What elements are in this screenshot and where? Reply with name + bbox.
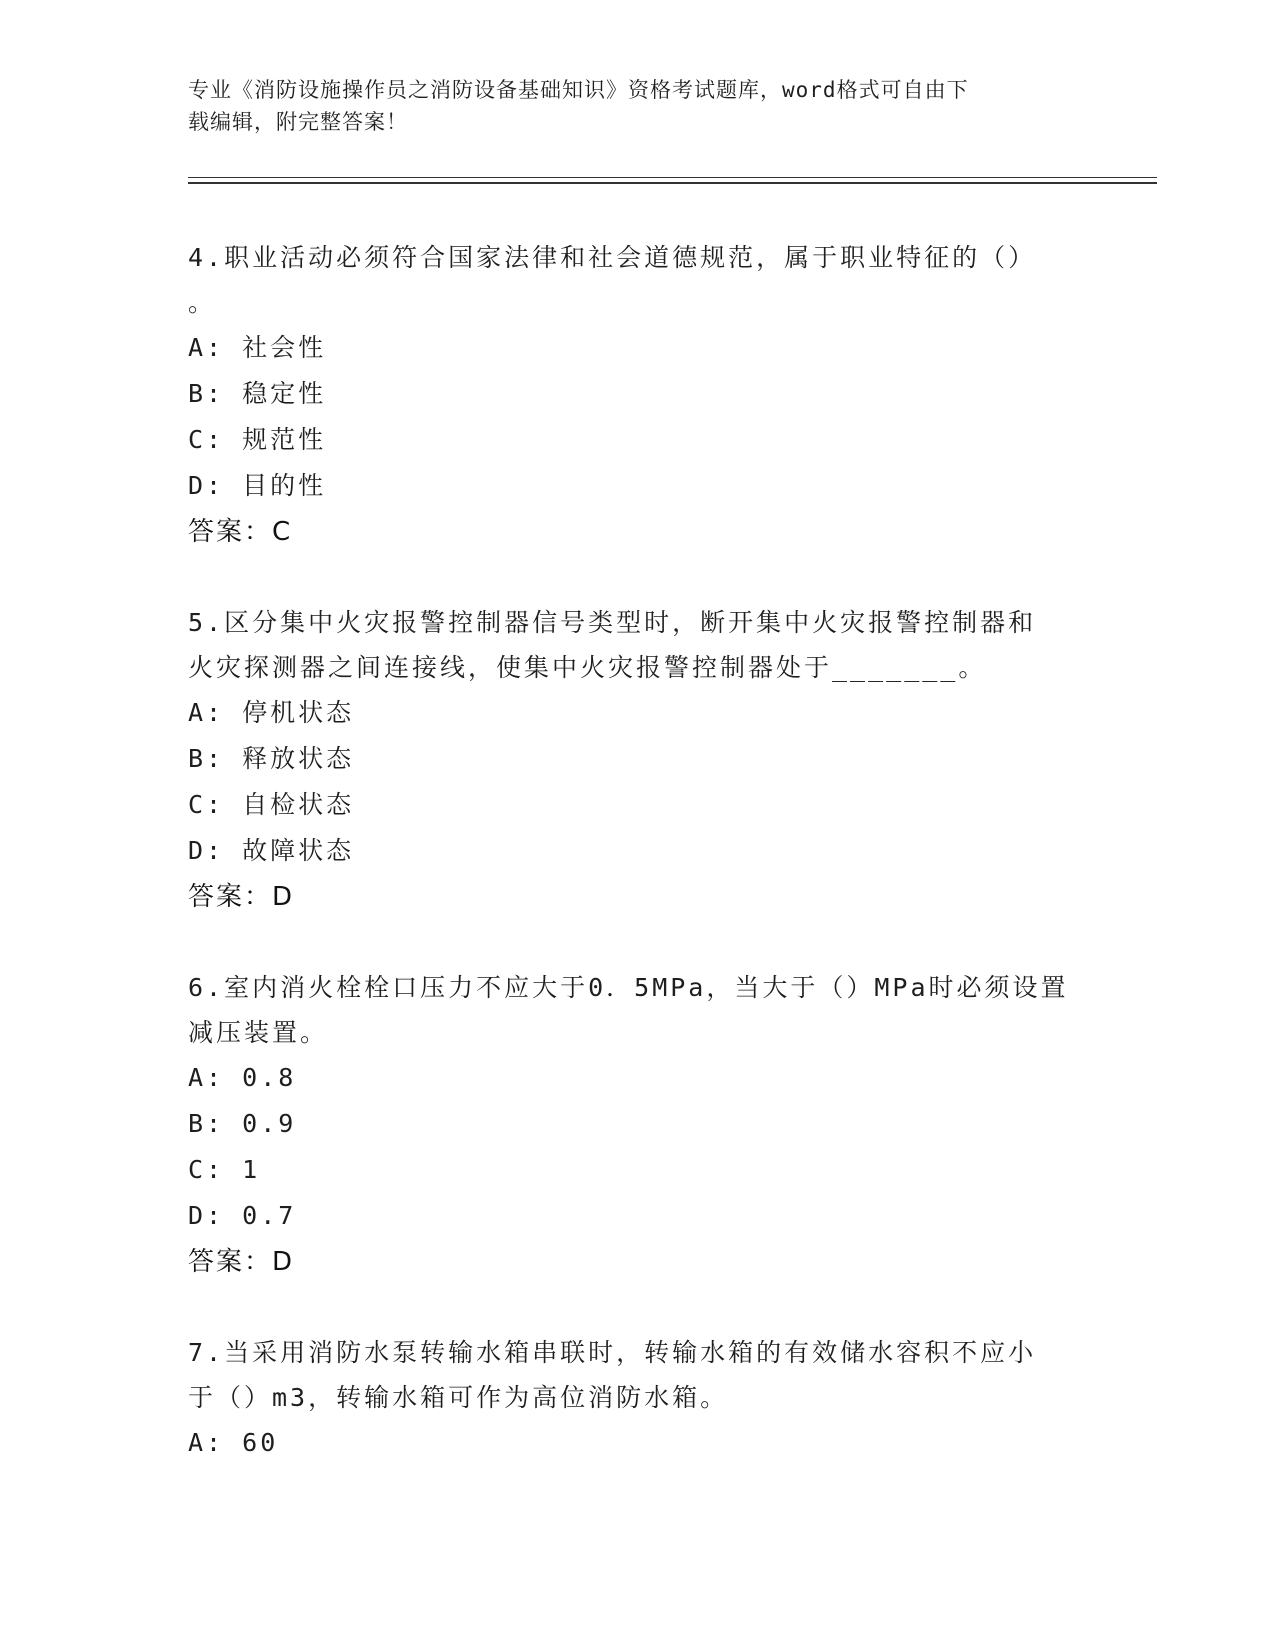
question-stem-line-2: 。 <box>188 288 217 317</box>
question-stem-line-2: 火灾探测器之间连接线，使集中火灾报警控制器处于_______。 <box>188 653 987 682</box>
option-a: A: 停机状态 <box>188 698 355 727</box>
option-c: C: 自检状态 <box>188 790 355 819</box>
document-intro <box>188 74 1068 138</box>
question-stem-line-1: 7.当采用消防水泵转输水箱串联时，转输水箱的有效储水容积不应小 <box>188 1338 1037 1367</box>
option-b: B: 释放状态 <box>188 744 355 773</box>
option-d: D: 故障状态 <box>188 836 355 865</box>
option-b: B: 0.9 <box>188 1109 297 1138</box>
question-stem-line-1: 4.职业活动必须符合国家法律和社会道德规范，属于职业特征的（） <box>188 243 1037 272</box>
option-a: A: 60 <box>188 1428 279 1457</box>
option-c: C: 1 <box>188 1155 261 1184</box>
option-d: D: 目的性 <box>188 471 327 500</box>
question-6 <box>188 965 1088 1285</box>
question-4 <box>188 235 1088 555</box>
question-5 <box>188 600 1088 920</box>
answer-line: 答案：C <box>188 517 293 547</box>
intro-line-2: 载编辑，附完整答案！ <box>188 110 408 134</box>
intro-line-1: 专业《消防设施操作员之消防设备基础知识》资格考试题库，word格式可自由下 <box>188 78 969 102</box>
question-stem-line-1: 6.室内消火栓栓口压力不应大于0．5MPa，当大于（）MPa时必须设置 <box>188 973 1069 1002</box>
question-stem-line-2: 减压装置。 <box>188 1018 329 1047</box>
header-divider-thin <box>188 177 1157 178</box>
option-c: C: 规范性 <box>188 425 327 454</box>
option-a: A: 0.8 <box>188 1063 297 1092</box>
option-d: D: 0.7 <box>188 1201 297 1230</box>
header-divider-thick <box>188 182 1157 184</box>
question-stem-line-2: 于（）m3，转输水箱可作为高位消防水箱。 <box>188 1383 729 1412</box>
option-a: A: 社会性 <box>188 333 327 362</box>
question-stem-line-1: 5.区分集中火灾报警控制器信号类型时，断开集中火灾报警控制器和 <box>188 608 1037 637</box>
answer-line: 答案：D <box>188 882 295 912</box>
question-7 <box>188 1330 1088 1466</box>
answer-line: 答案：D <box>188 1247 295 1277</box>
option-b: B: 稳定性 <box>188 379 327 408</box>
